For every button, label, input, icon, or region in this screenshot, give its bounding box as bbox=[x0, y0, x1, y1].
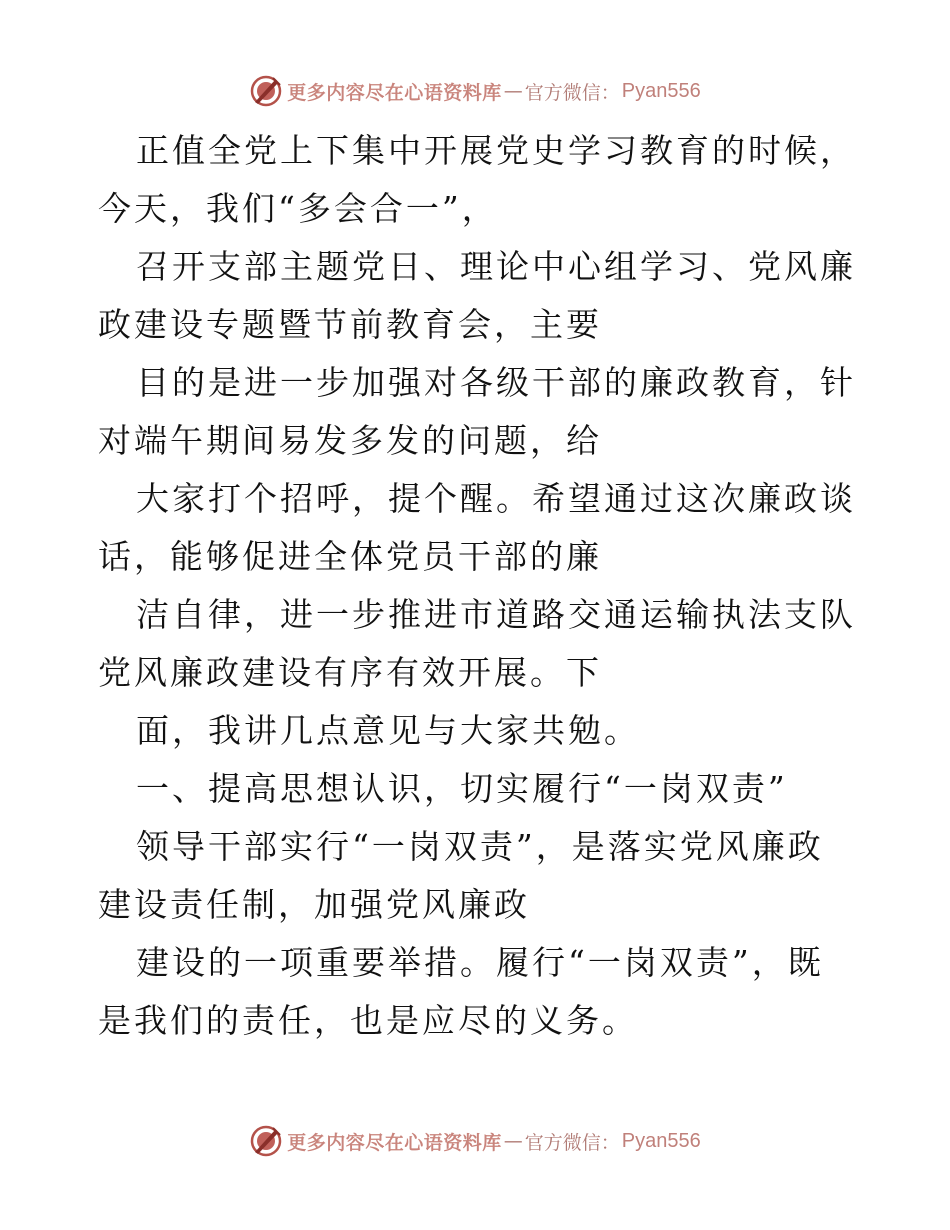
watermark-separator: — bbox=[503, 1130, 523, 1152]
watermark-site-text: 更多内容尽在心语资料库 bbox=[287, 81, 502, 104]
section-heading-1: 一、提高思想认识，切实履行“一岗双责” bbox=[136, 769, 788, 808]
watermark-wechat-id: Pyan556 bbox=[621, 79, 701, 102]
watermark-wechat-id: Pyan556 bbox=[621, 1129, 701, 1152]
header-watermark bbox=[0, 71, 950, 111]
paragraph-3: 目的是进一步加强对各级干部的廉政教育，针对端午期间易发多发的问题，给 bbox=[98, 363, 856, 460]
watermark-site-text: 更多内容尽在心语资料库 bbox=[287, 1131, 502, 1154]
footer-watermark bbox=[0, 1121, 950, 1161]
paragraph-1: 正值全党上下集中开展党史学习教育的时候，今天，我们“多会合一”， bbox=[98, 131, 856, 228]
quill-seal-icon bbox=[249, 1124, 283, 1158]
paragraph-4: 大家打个招呼，提个醒。希望通过这次廉政谈话，能够促进全体党员干部的廉 bbox=[98, 479, 856, 576]
paragraph-7: 领导干部实行“一岗双责”，是落实党风廉政建设责任制，加强党风廉政 bbox=[98, 827, 824, 924]
watermark-wechat-label: 官方微信： bbox=[524, 1131, 620, 1154]
watermark-wechat-label: 官方微信： bbox=[524, 81, 620, 104]
quill-seal-icon bbox=[249, 74, 283, 108]
paragraph-6: 面，我讲几点意见与大家共勉。 bbox=[136, 711, 640, 750]
document-body bbox=[98, 122, 858, 1050]
watermark-separator: — bbox=[503, 80, 523, 102]
paragraph-8: 建设的一项重要举措。履行“一岗双责”，既是我们的责任，也是应尽的义务。 bbox=[98, 943, 824, 1040]
paragraph-2: 召开支部主题党日、理论中心组学习、党风廉政建设专题暨节前教育会，主要 bbox=[98, 247, 856, 344]
paragraph-5: 洁自律，进一步推进市道路交通运输执法支队党风廉政建设有序有效开展。下 bbox=[98, 595, 856, 692]
